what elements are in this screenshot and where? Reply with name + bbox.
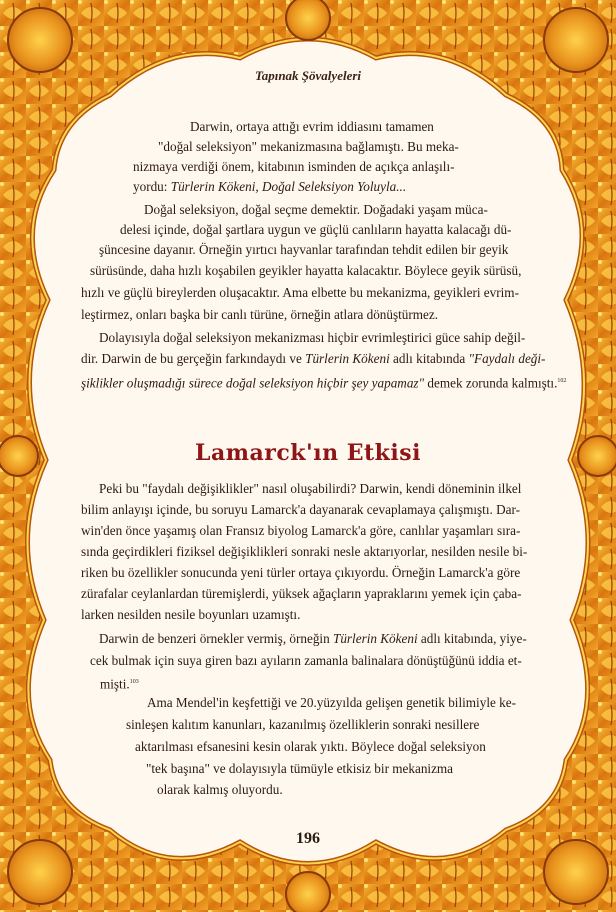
p2-line-3: şüncesine dayanır. Örneğin yırtıcı hayvanlar tarafından tehdit edilen bir geyik [99, 242, 509, 257]
p4-line-1: Peki bu "faydalı değişiklikler" nasıl oluşabilirdi? Darwin, kendi döneminin ilkel [99, 481, 522, 496]
p1-line-4-text: yordu: [133, 179, 168, 194]
p5-line-1 [99, 630, 527, 648]
p5-line-3 [100, 673, 139, 693]
darwin-quote: şiklikler oluşmadığı sürece doğal seleksiyon hiçbir şey yapamaz" [81, 375, 425, 391]
p2-line-2: delesi içinde, doğal şartlara uygun ve güçlü canlıların hayatta kalacağı dü- [120, 222, 512, 237]
p3-line-3 [81, 372, 566, 392]
p1-line-1: Darwin, ortaya attığı evrim iddiasını tamamen [190, 119, 434, 134]
footnote-ref: 102 [557, 378, 567, 384]
footnote-ref: 103 [129, 679, 139, 685]
p3-line-2-text-b: adlı kitabında [393, 351, 466, 366]
p3-line-2-text: dir. Darwin de bu gerçeğin farkındaydı ve [81, 351, 302, 366]
p2-line-5: hızlı ve güçlü bireylerden oluşacaktır. Ama elbette bu mekanizma, geyikleri evrim- [81, 285, 519, 300]
p2-line-1: Doğal seleksiyon, doğal seçme demektir. Doğadaki yaşam müca- [144, 202, 488, 217]
page-number: 196 [296, 830, 320, 847]
darwin-quote: "Faydalı deği- [468, 351, 546, 366]
p1-line-4 [133, 178, 406, 196]
p6-line-4: "tek başına" ve dolayısıyla tümüyle etkisiz bir mekanizma [146, 761, 454, 776]
p4-line-7: larken nesilden nesile boyunları uzamıştı. [81, 607, 301, 622]
p6-line-1: Ama Mendel'in keşfettiği ve 20.yüzyılda gelişen genetik bilimiyle ke- [147, 695, 516, 710]
p4-line-2: bilim anlayışı içinde, bu soruyu Lamarck'a dayanarak cevaplamaya çalışmıştı. Dar- [81, 502, 520, 517]
p5-line-3-text: mişti. [100, 676, 130, 692]
book-title-italic: Türlerin Kökeni, Doğal Seleksiyon Yoluyla... [170, 179, 407, 194]
p3-line-2 [81, 350, 545, 368]
p6-line-5: olarak kalmış oluyordu. [157, 782, 283, 797]
section-title: Lamarck'ın Etkisi [194, 440, 421, 466]
p6-line-2: sinleşen kalıtım kanunları, kazanılmış özelliklerin sonraki nesillere [126, 717, 480, 732]
p4-line-5: riken bu özellikler sonucunda yeni türler ortaya çıkıyordu. Örneğin Lamarck'a göre [81, 565, 521, 580]
p3-line-1: Dolayısıyla doğal seleksiyon mekanizması hiçbir evrimleştirici güce sahip değil- [99, 330, 526, 345]
book-title-italic: Türlerin Kökeni [305, 351, 390, 366]
p4-line-4: sında geçirdikleri fiziksel değişiklikleri sonraki nesle aktarıyorlar, nesilden nesile bi- [81, 544, 528, 559]
p6-line-3: aktarılması efsanesini kesin olarak yıktı. Böylece doğal seleksiyon [135, 739, 486, 754]
book-title-italic: Türlerin Kökeni [333, 631, 418, 646]
p3-line-3-text: demek zorunda kalmıştı. [427, 375, 558, 391]
p4-line-6: zürafalar ceylanlardan türemişlerdi, yüksek ağaçların yapraklarını yemek için çaba- [81, 586, 522, 601]
p1-line-2: "doğal seleksiyon" mekanizmasına bağlamıştı. Bu meka- [158, 139, 459, 154]
p5-line-1-text: Darwin de benzeri örnekler vermiş, örneğin [99, 631, 330, 646]
p2-line-4: sürüsünde, daha hızlı koşabilen geyikler hayatta kalacaktır. Böylece geyik sürüsü, [90, 263, 522, 278]
p4-line-3: win'den önce yaşamış olan Fransız biyolog Lamarck'a göre, canlılar yaşamları sıra- [81, 523, 521, 538]
p5-line-1-text-b: adlı kitabında, yiye- [420, 631, 527, 646]
running-header: Tapınak Şövalyeleri [254, 68, 362, 83]
p1-line-3: nizmaya verdiği önem, kitabının isminden de açıkça anlaşılı- [133, 159, 455, 174]
p2-line-6: leştirmez, onları başka bir canlı türüne, örneğin atlara dönüştürmez. [81, 307, 439, 322]
p5-line-2: cek bulmak için suya giren bazı ayıların zamanla balinalara dönüştüğünü iddia et- [90, 653, 522, 668]
